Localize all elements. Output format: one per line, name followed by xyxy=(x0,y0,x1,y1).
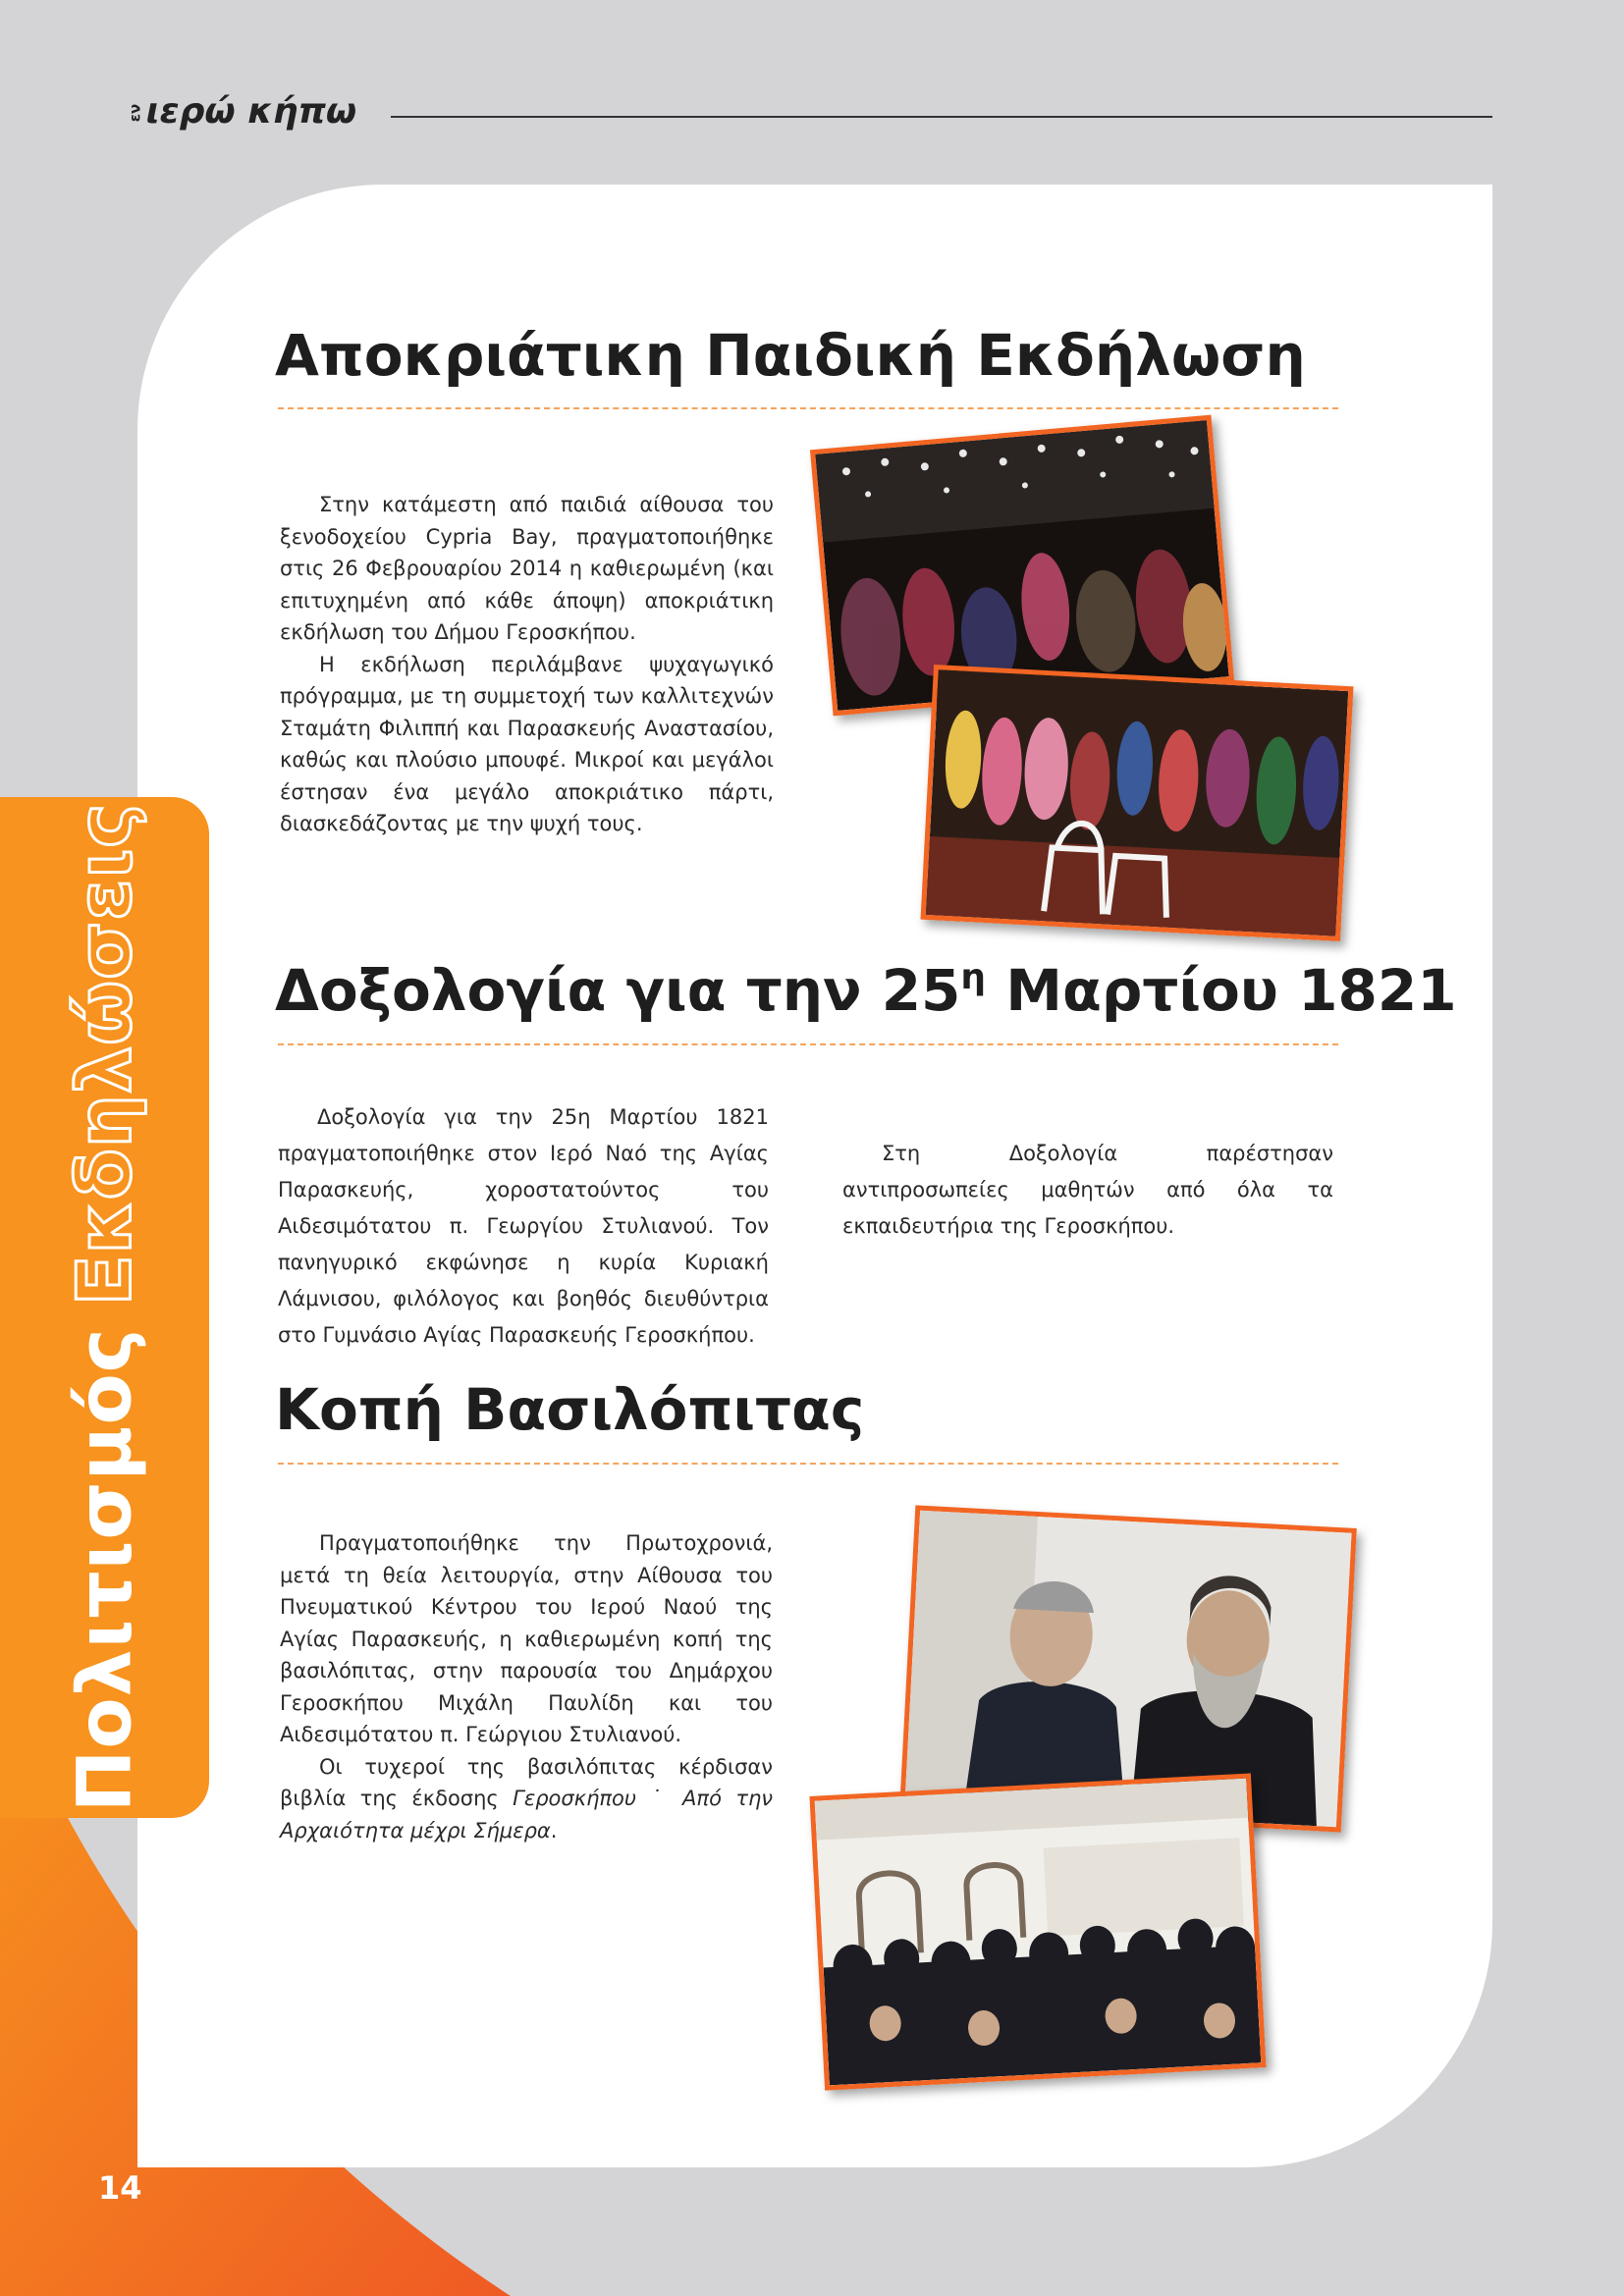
doxology-title-end: Μαρτίου 1821 xyxy=(986,957,1457,1024)
side-tab-word-culture: Πολιτισμός xyxy=(60,1327,148,1813)
side-tab-word-events: Εκδηλώσεις xyxy=(60,802,148,1307)
doxology-paragraph-2: Στη Δοξολογία παρέστησαν αντιπροσωπείες μαθητών από όλα τα εκπαιδευτήρια της Γεροσκήπου. xyxy=(842,1142,1333,1238)
vasilopita-text-end: . xyxy=(550,1818,558,1842)
vasilopita-text xyxy=(280,1527,773,1846)
carnival-paragraph-1: Στην κατάμεστη από παιδιά αίθουσα του ξενοδοχείου Cypria Bay, πραγματοποιήθηκε στις 26 Φεβρουαρίου 2014 η καθιερωμένη (και επιτυχημένη από κάθε άποψη) αποκριάτικη εκδήλωση του Δήμου Γεροσκήπου. xyxy=(280,493,774,644)
book-title: Γεροσκήπου ˙ Από την Αρχαιότητα μέχρι Σήμερα xyxy=(280,1787,773,1842)
header-prefix: εν xyxy=(126,103,144,123)
vasilopita-paragraph-2 xyxy=(280,1751,773,1847)
doxology-title-superscript: η xyxy=(960,957,987,997)
magazine-title: ιερώ κήπω xyxy=(145,91,357,132)
carnival-text xyxy=(280,489,774,840)
section-divider xyxy=(278,1043,1338,1045)
spiritual-center-hall-photo xyxy=(809,1773,1266,2090)
section-divider xyxy=(278,1463,1338,1465)
section-title-carnival: Αποκριάτικη Παιδική Εκδήλωση xyxy=(275,322,1306,389)
section-title-doxology xyxy=(275,957,1457,1024)
page-number: 14 xyxy=(98,2169,142,2207)
vasilopita-text-lead: Οι τυχεροί της βασιλόπιτας κέρδισαν βιβλία της έκδοσης xyxy=(280,1754,773,1810)
side-tab-label xyxy=(61,803,148,1813)
doxology-column-2 xyxy=(842,1136,1333,1245)
carnival-paragraph-2: Η εκδήλωση περιλάμβανε ψυχαγωγικό πρόγραμμα, με τη συμμετοχή των καλλιτεχνών Σταμάτη Φιλιππή και Παρασκευής Αναστασίου, καθώς και πλούσιο μπουφέ. Μικροί και μεγάλοι έστησαν ένα μεγάλο αποκριάτικο πάρτι, διασκεδάζοντας με την ψυχή τους. xyxy=(280,652,774,835)
doxology-title-main: Δοξολογία για την 25 xyxy=(275,957,961,1024)
carnival-children-photo xyxy=(920,665,1353,941)
section-divider xyxy=(278,407,1338,409)
doxology-paragraph-1: Δοξολογία για την 25η Μαρτίου 1821 πραγματοποιήθηκε στον Ιερό Ναό της Αγίας Παρασκευής, χοροστατούντος του Αιδεσιμότατου π. Γεωργίου Στυλιανού. Τον πανηγυρικό εκφώνησε η κυρία Κυριακή Λάμνισου, φιλόλογος και βοηθός διευθύντρια στο Γυμνάσιο Αγίας Παρασκευής Γεροσκήπου. xyxy=(278,1105,769,1347)
vasilopita-paragraph-1: Πραγματοποιήθηκε την Πρωτοχρονιά, μετά τη θεία λειτουργία, στην Αίθουσα του Πνευματικού Κέντρου του Ιερού Ναού της Αγίας Παρασκευής, η καθιερωμένη κοπή της βασιλόπιτας, στην παρουσία του Δημάρχου Γεροσκήπου Μιχάλη Παυλίδη και του Αιδεσιμότατου π. Γεώργιου Στυλιανού. xyxy=(280,1531,773,1746)
section-title-vasilopita: Κοπή Βασιλόπιτας xyxy=(275,1376,865,1443)
doxology-column-1 xyxy=(278,1099,769,1354)
magazine-header xyxy=(126,92,356,132)
header-rule xyxy=(391,116,1492,118)
